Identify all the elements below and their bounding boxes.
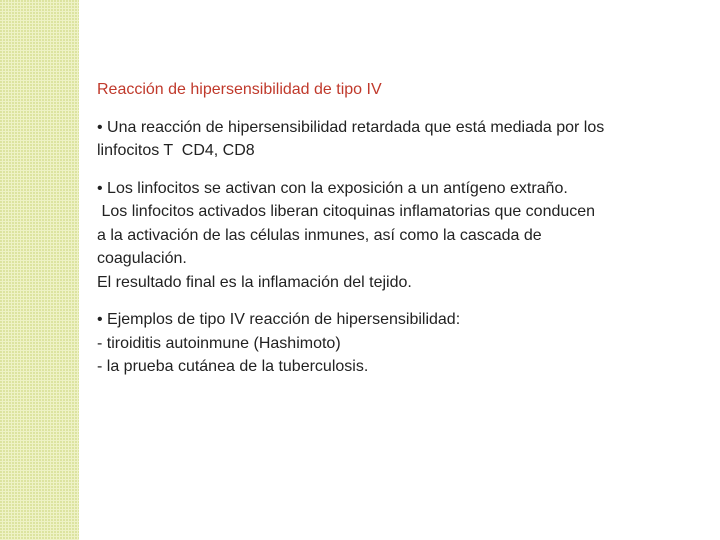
decorative-side-band: [0, 0, 79, 540]
paragraph-2: [97, 177, 697, 295]
paragraph-line: - la prueba cutánea de la tuberculosis.: [97, 358, 369, 375]
slide-title: Reacción de hipersensibilidad de tipo IV: [97, 81, 382, 98]
paragraph-line: Los linfocitos activados liberan citoquinas inflamatorias que conducen: [97, 203, 596, 220]
paragraph-1: [97, 116, 697, 163]
slide-content: [97, 78, 697, 393]
paragraph-3: [97, 308, 697, 379]
paragraph-line: • Una reacción de hipersensibilidad retardada que está mediada por los: [97, 118, 605, 136]
paragraph-line: coagulación.: [97, 250, 187, 267]
paragraph-line: a la activación de las células inmunes, así como la cascada de: [97, 226, 542, 244]
paragraph-line: - tiroiditis autoinmune (Hashimoto): [97, 334, 341, 352]
paragraph-line: • Ejemplos de tipo IV reacción de hipersensibilidad:: [97, 311, 461, 328]
paragraph-line: linfocitos T CD4, CD8: [97, 142, 255, 159]
paragraph-line: • Los linfocitos se activan con la exposición a un antígeno extraño.: [97, 179, 568, 197]
paragraph-line: El resultado final es la inflamación del tejido.: [97, 273, 412, 291]
